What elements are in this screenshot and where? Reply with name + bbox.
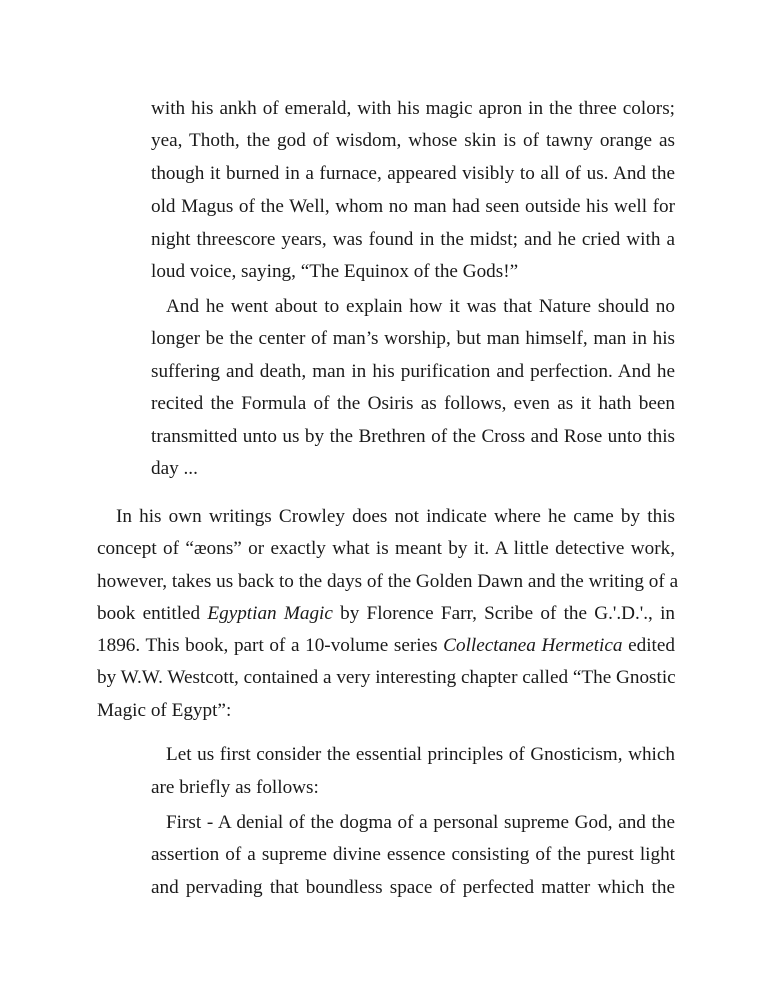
quote-line: are briefly as follows: [151, 777, 319, 798]
quote-line: And he went about to explain how it was that Nature should no [166, 296, 675, 317]
quote-line: loud voice, saying, “The Equinox of the Gods!” [151, 261, 519, 282]
quote-line: longer be the center of man’s worship, but man himself, man in his [151, 328, 675, 349]
body-line: by W.W. Westcott, contained a very interesting chapter called “The Gnostic [97, 667, 676, 688]
quote-line: transmitted unto us by the Brethren of the Cross and Rose unto this [151, 426, 675, 447]
quote-line: suffering and death, man in his purification and perfection. And he [151, 361, 675, 382]
body-text: 1896. This book, part of a 10-volume series [97, 635, 444, 656]
body-line [97, 602, 675, 626]
quote-line: night threescore years, was found in the midst; and he cried with a [151, 229, 675, 250]
body-line: In his own writings Crowley does not indicate where he came by this [116, 506, 675, 527]
quote-line: assertion of a supreme divine essence consisting of the purest light [151, 844, 675, 865]
quote-line: with his ankh of emerald, with his magic apron in the three colors; [151, 98, 675, 119]
body-line: concept of “æons” or exactly what is meant by it. A little detective work, [97, 538, 675, 559]
quote-line: day ... [151, 458, 198, 479]
quote-line: Let us first consider the essential principles of Gnosticism, which [166, 744, 675, 765]
body-line: however, takes us back to the days of the Golden Dawn and the writing of a [97, 571, 679, 592]
quote-line: though it burned in a furnace, appeared visibly to all of us. And the [151, 163, 675, 184]
body-line: Magic of Egypt”: [97, 700, 232, 721]
body-text: edited [622, 635, 675, 656]
book-title-egyptian-magic: Egyptian Magic [207, 603, 333, 624]
series-title-collectanea-hermetica: Collectanea Hermetica [443, 635, 623, 656]
quote-line: recited the Formula of the Osiris as follows, even as it hath been [151, 393, 675, 414]
body-line [97, 634, 675, 658]
body-text: book entitled [97, 603, 208, 624]
quote-line: yea, Thoth, the god of wisdom, whose skin is of tawny orange as [151, 130, 675, 151]
body-text: by Florence Farr, Scribe of the G.'.D.'., in [332, 603, 676, 624]
quote-line: old Magus of the Well, whom no man had seen outside his well for [151, 196, 675, 217]
quote-line: and pervading that boundless space of perfected matter which the [151, 877, 675, 898]
quote-line: First - A denial of the dogma of a personal supreme God, and the [166, 812, 675, 833]
